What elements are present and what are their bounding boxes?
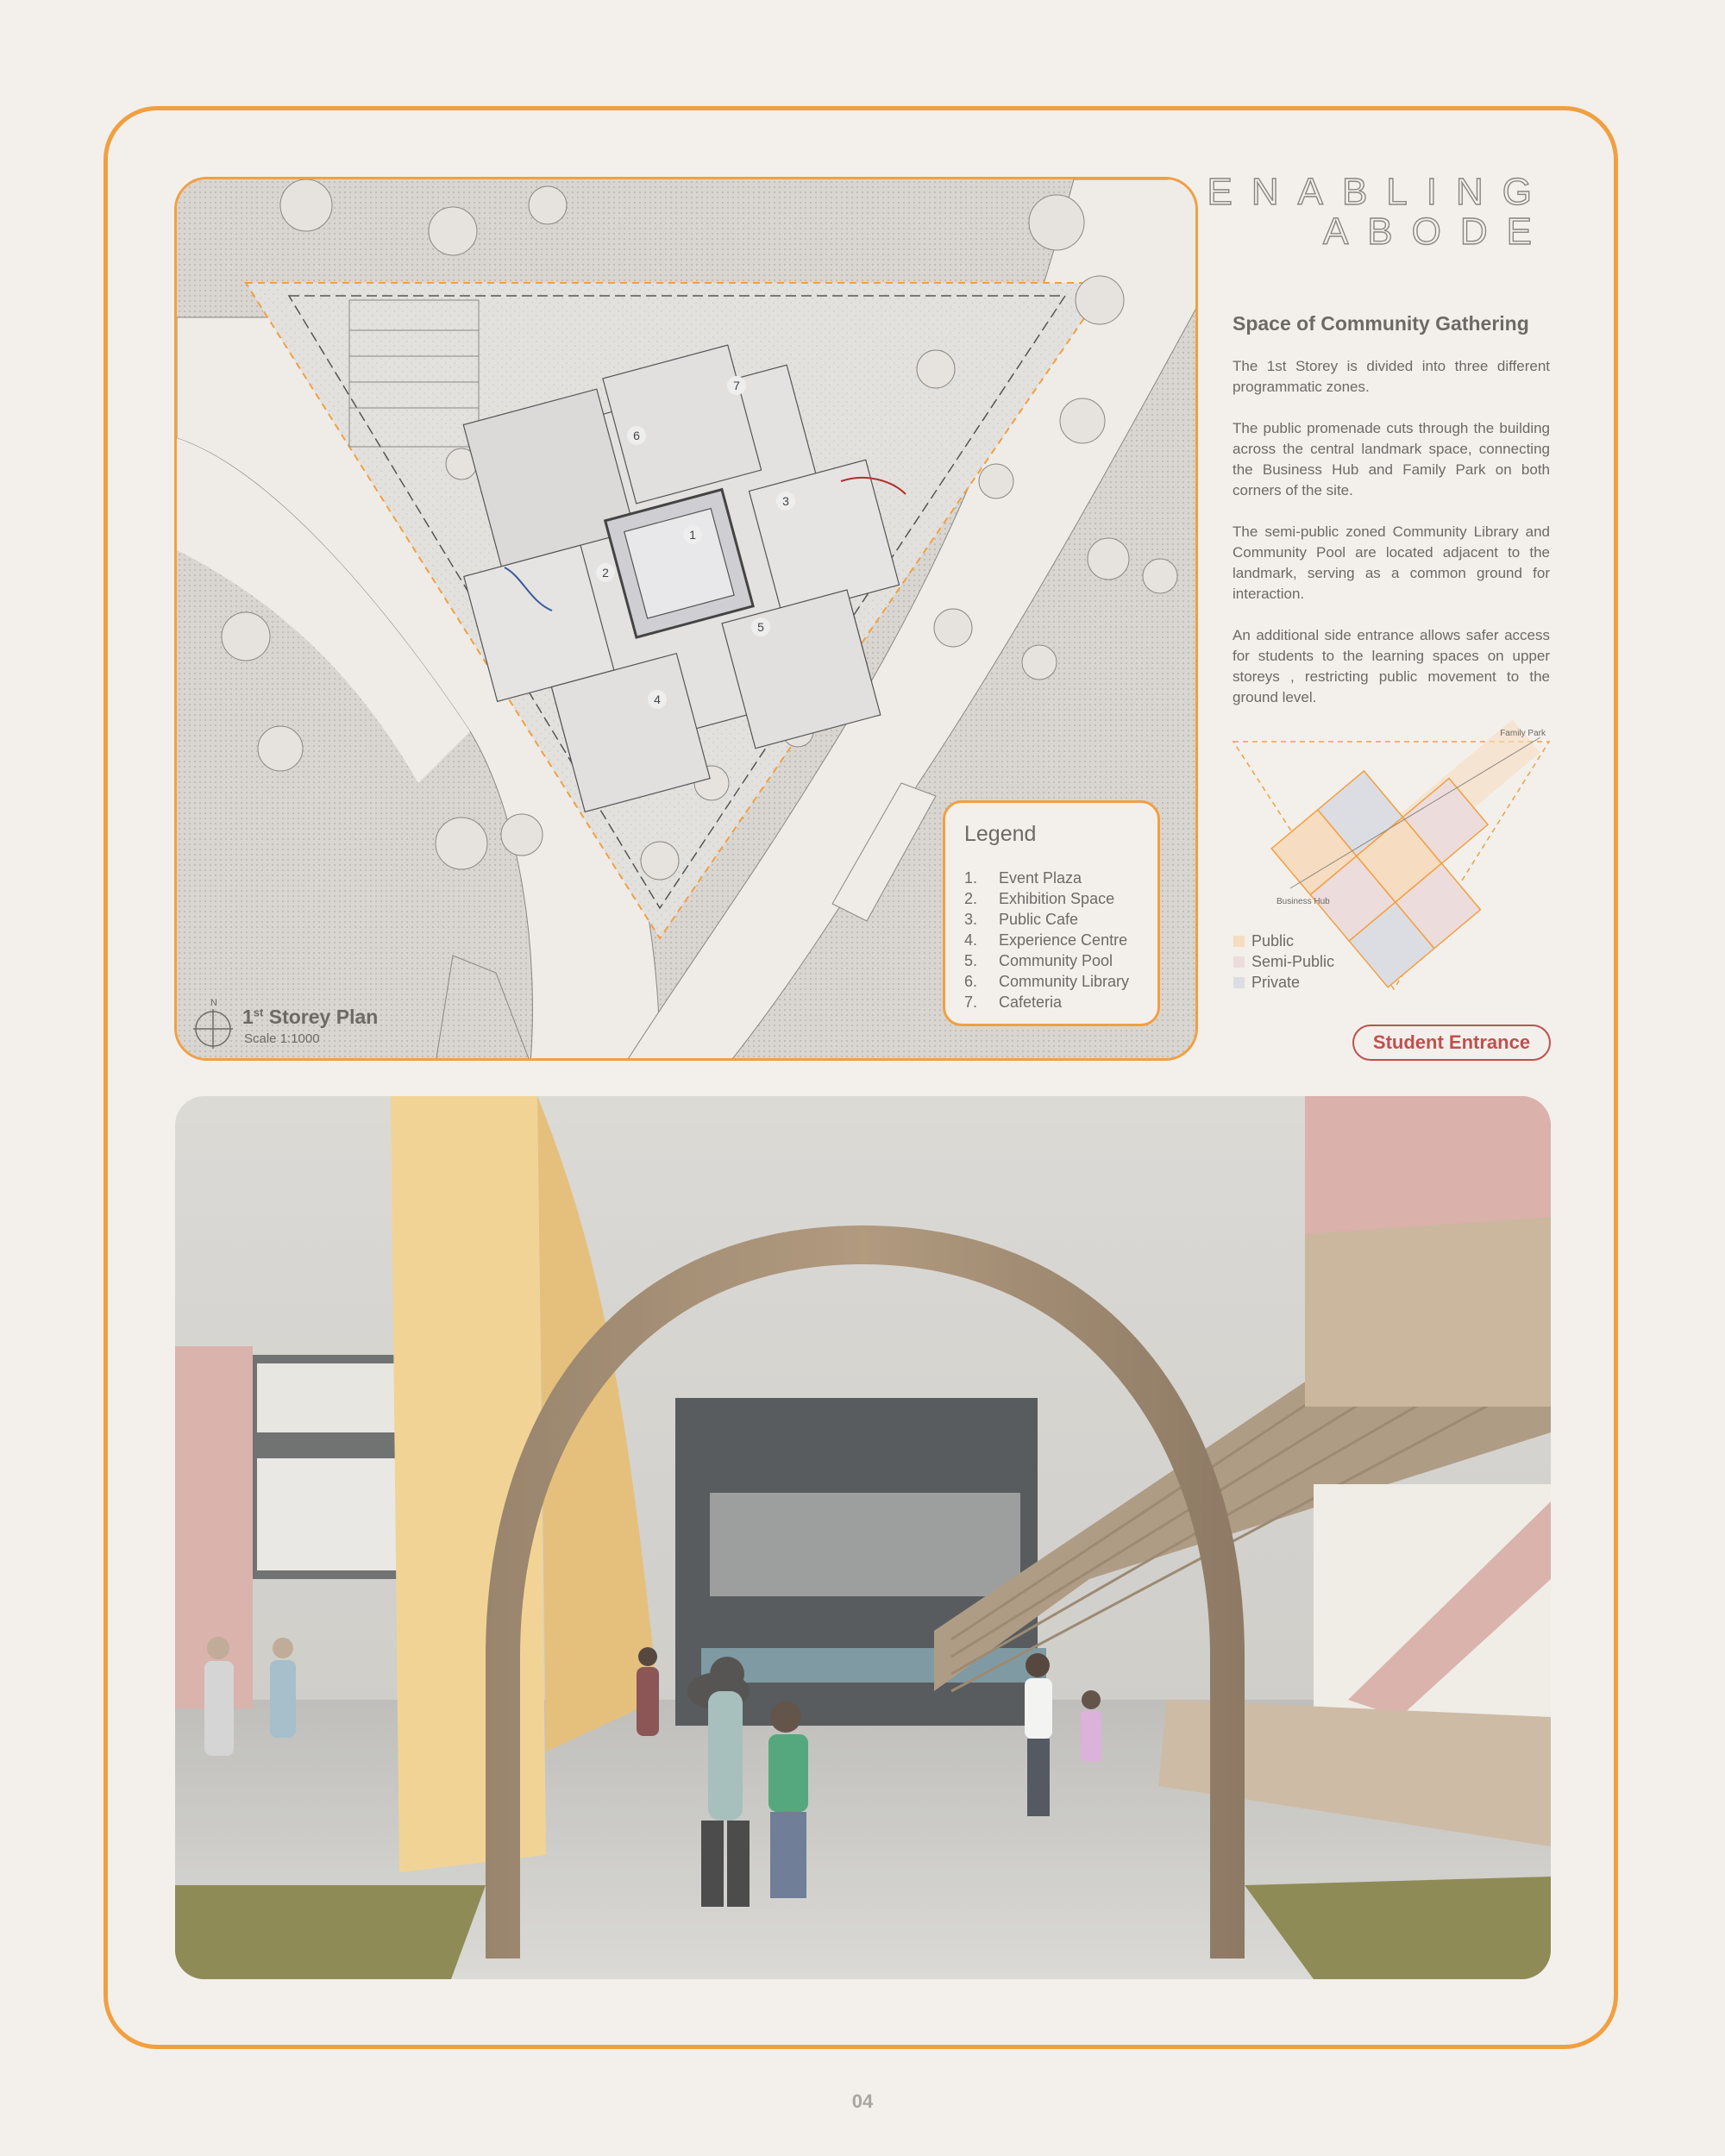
family-park-label: Family Park: [1500, 729, 1546, 738]
legend-title: Legend: [964, 822, 1037, 846]
svg-text:N: N: [210, 998, 217, 1008]
paragraph: An additional side entrance allows safer access for students to the learning spaces on upper storeys , restricting public movement to the ground level.: [1233, 627, 1550, 705]
zone-7-label: 7: [733, 379, 740, 392]
zone-2-label: 2: [602, 566, 609, 580]
legend-item: 4. Experience Centre: [964, 931, 1128, 949]
plan-scale: Scale 1:1000: [244, 1031, 320, 1046]
legend-item: 5. Community Pool: [964, 952, 1113, 969]
business-hub-label: Business Hub: [1276, 897, 1330, 906]
legend-item: 1. Event Plaza: [964, 869, 1082, 887]
key-public: Public: [1233, 932, 1294, 950]
zone-4-label: 4: [654, 693, 661, 706]
zone-6-label: 6: [633, 429, 640, 442]
legend-item: 6. Community Library: [964, 973, 1130, 990]
zone-5-label: 5: [757, 620, 764, 634]
legend-list: [964, 868, 1129, 1012]
section-heading: Space of Community Gathering: [1233, 312, 1529, 335]
legend-box: [943, 800, 1160, 1026]
section-description: [1233, 356, 1550, 729]
paragraph: The 1st Storey is divided into three different programmatic zones.: [1233, 358, 1550, 395]
storey-plan-panel: [174, 177, 1198, 1061]
render-illustration: [175, 1096, 1551, 1979]
key-semi-public: Semi-Public: [1233, 953, 1334, 971]
legend-item: 2. Exhibition Space: [964, 890, 1115, 907]
zone-3-label: 3: [782, 494, 789, 508]
legend-item: 3. Public Cafe: [964, 911, 1079, 928]
perspective-render: [175, 1096, 1551, 1979]
zone-1-label: 1: [689, 528, 696, 542]
key-private: Private: [1233, 974, 1300, 992]
paragraph: The public promenade cuts through the building across the central landmark space, connecting the Business Hub and Family Park on both corners of the site.: [1233, 420, 1550, 498]
student-entrance-button[interactable]: Student Entrance: [1352, 1025, 1551, 1061]
plan-title: 1st Storey Plan: [242, 1006, 379, 1028]
page-number: 04: [851, 2090, 874, 2112]
project-title: ENABLING ABODE: [1207, 171, 1551, 253]
legend-item: 7. Cafeteria: [964, 993, 1063, 1011]
paragraph: The semi-public zoned Community Library and Community Pool are located adjacent to the landmark, serving as a common ground for interaction.: [1233, 523, 1550, 602]
